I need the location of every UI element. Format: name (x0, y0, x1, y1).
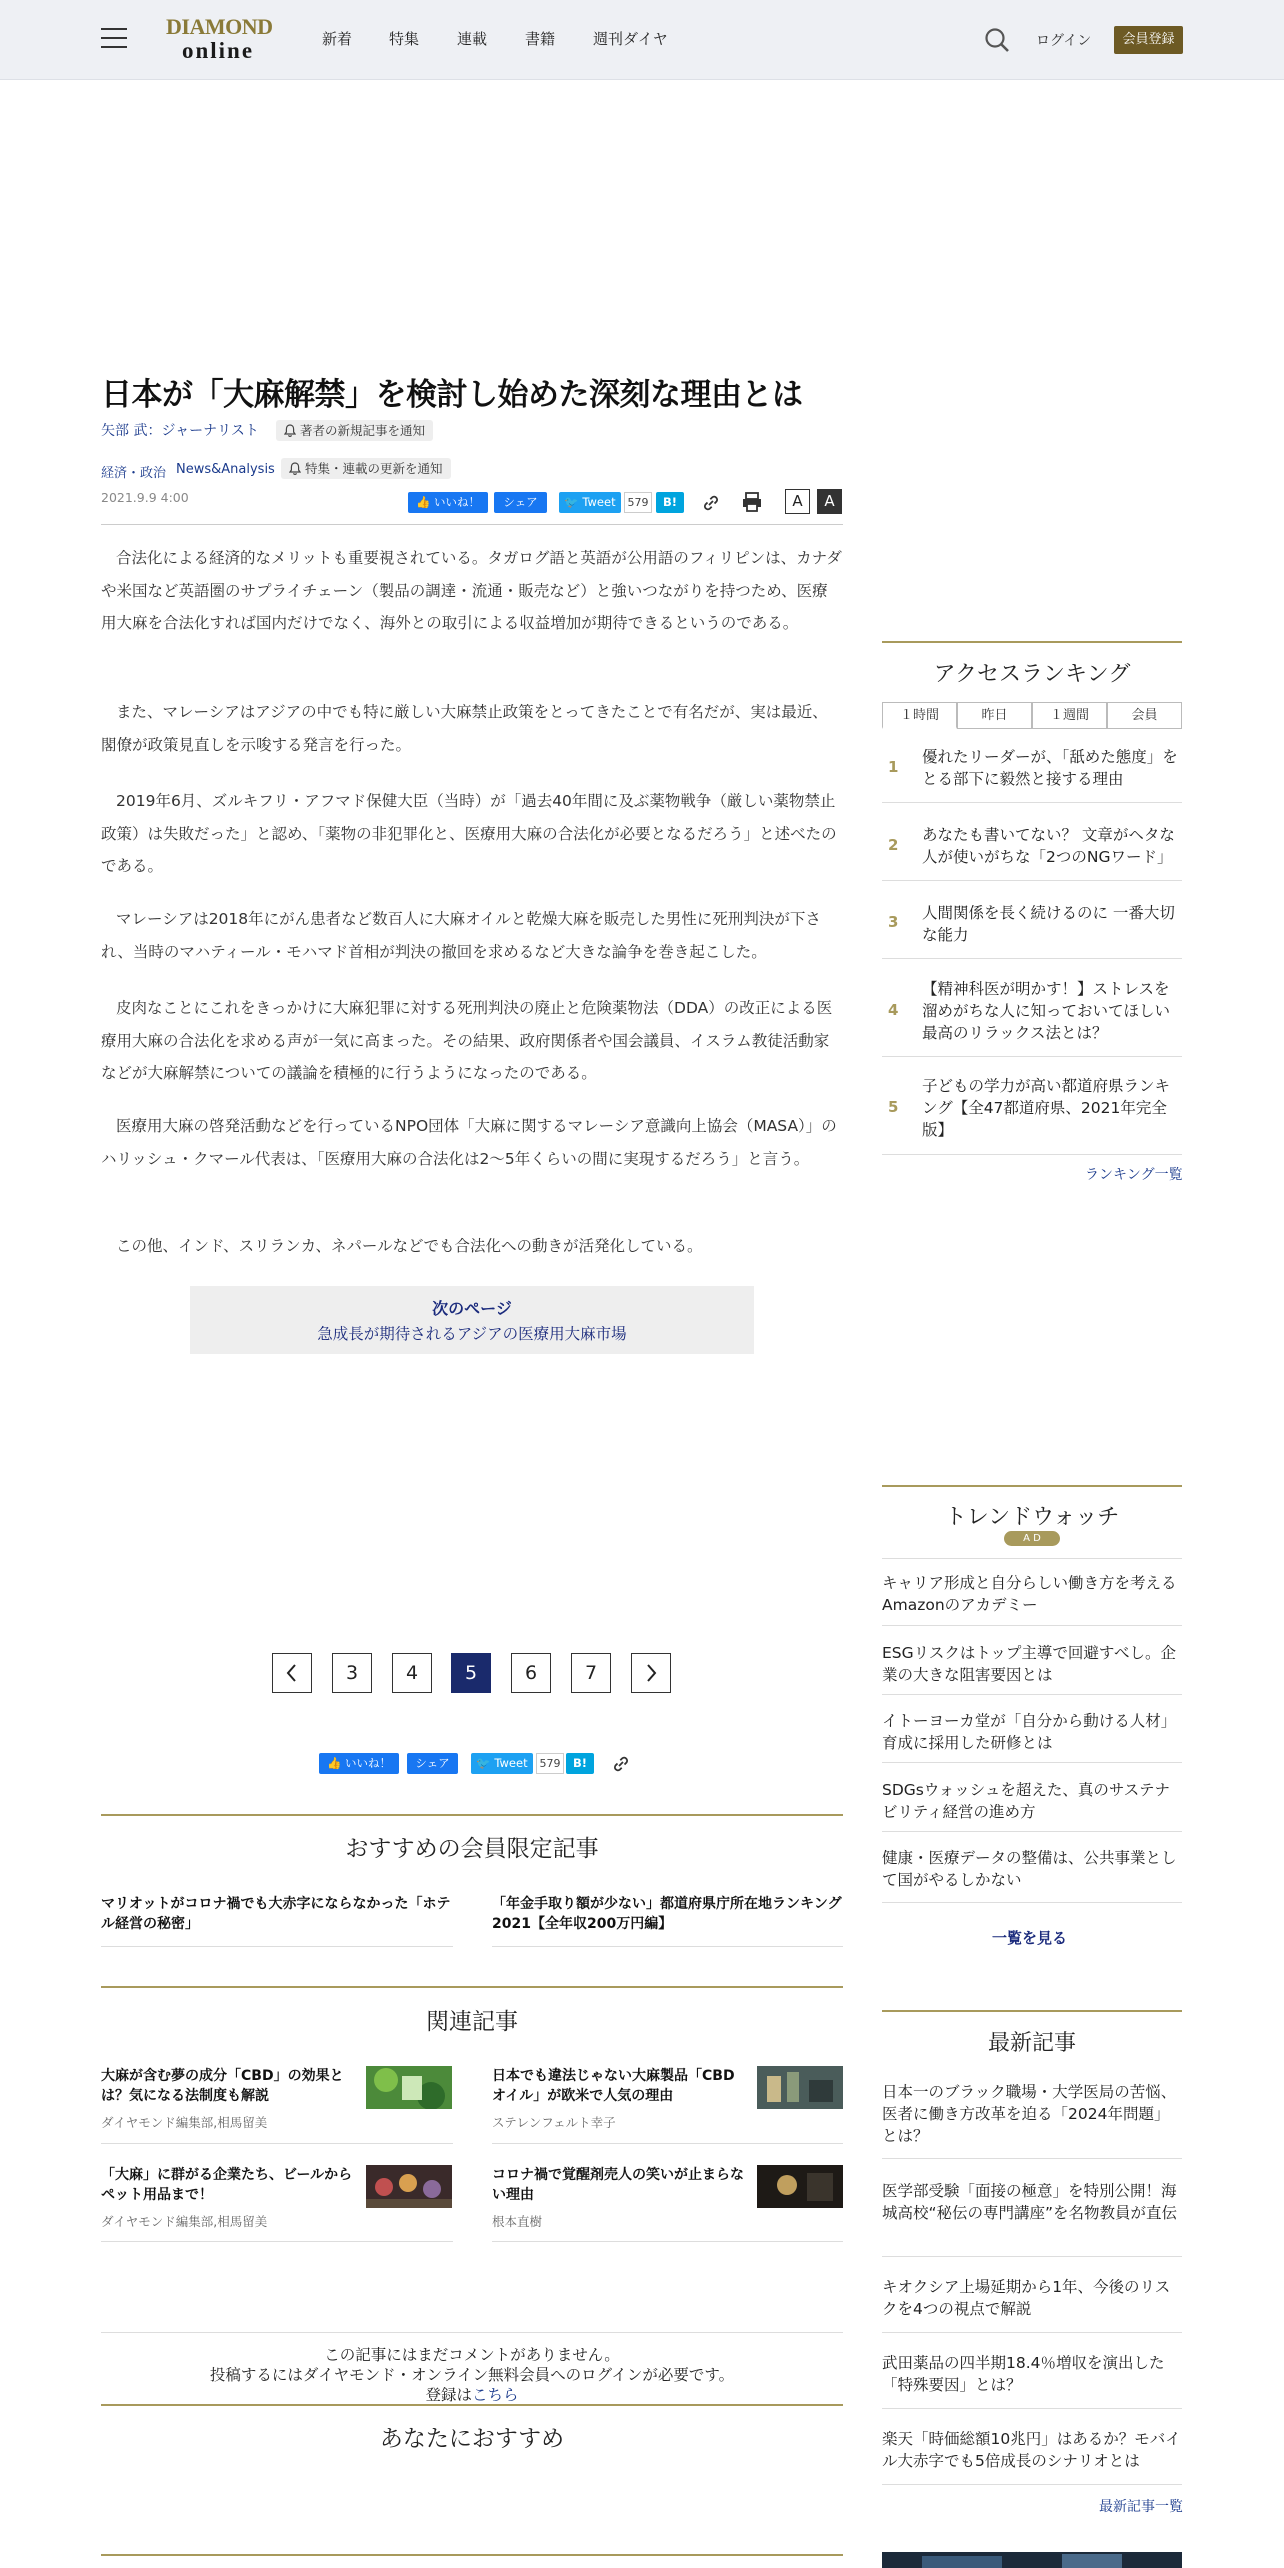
item-divider (882, 1902, 1182, 1903)
item-divider (882, 880, 1182, 881)
item-divider (492, 2143, 843, 2144)
related-article-author: ステレンフェルト幸子 (492, 2115, 616, 2130)
article-paragraph: 皮肉なことにこれをきっかけに大麻犯罪に対する死刑判決の廃止と危険薬物法（DDA）の改正による医療用大麻の合法化を求める声が一気に高まった。その結果、政府関係者や国会議員、イスラム教徒活動家などが大麻解禁についての議論を積極的に行うようになったのである。 (101, 999, 833, 1082)
pagination-page-7[interactable]: 7 (571, 1653, 611, 1693)
item-divider (882, 1056, 1182, 1057)
author-link[interactable]: 矢部 武：ジャーナリスト (101, 423, 259, 439)
related-article-title[interactable]: 大麻が含む夢の成分「CBD」の効果とは？気になる法制度も解説 (101, 2068, 344, 2104)
item-divider (882, 2484, 1182, 2485)
pagination-page-4[interactable]: 4 (392, 1653, 432, 1693)
pagination-page-5-current[interactable]: 5 (451, 1653, 491, 1693)
item-divider (882, 1762, 1182, 1763)
pagination-prev-button[interactable] (272, 1653, 312, 1693)
recommended-member-article[interactable]: マリオットがコロナ禍でも大赤字にならなかった「ホテル経営の秘密」 (101, 1896, 451, 1932)
section-divider (101, 1986, 843, 1988)
comments-divider (101, 2332, 843, 2333)
logo-line2: online (181, 38, 255, 63)
link-copy-icon[interactable] (700, 492, 722, 514)
item-divider (882, 958, 1182, 959)
tweet-button[interactable]: 🐦 Tweet (471, 1753, 533, 1774)
item-divider (882, 2158, 1182, 2159)
comments-notice (101, 2345, 843, 2405)
ranking-number: 2 (888, 836, 899, 854)
facebook-share-button[interactable]: シェア (407, 1753, 458, 1774)
next-page-box[interactable] (190, 1286, 754, 1354)
font-small-button[interactable]: A (785, 489, 810, 514)
sidebar-divider (882, 2010, 1182, 2012)
series-notify-button[interactable] (281, 458, 451, 479)
item-divider (882, 1558, 1182, 1559)
related-title: 関連記事 (426, 2009, 518, 2035)
article-paragraph: マレーシアは2018年にがん患者など数百人に大麻オイルと乾燥大麻を販売した男性に死刑判決が下され、当時のマハティール・モハマド首相が判決の撤回を求めるなど大きな論争を巻き起こした。 (101, 910, 821, 961)
latest-item[interactable]: 医学部受験「面接の極意」を特別公開！海城高校“秘伝の専門講座”を名物教員が直伝 (882, 2182, 1178, 2222)
tag-news-analysis[interactable]: News&Analysis (176, 462, 275, 477)
ad-badge: A D (1004, 1531, 1060, 1546)
article-paragraph: この他、インド、スリランカ、ネパールなどでも合法化への動きが活発化している。 (116, 1237, 703, 1255)
latest-item[interactable]: 楽天「時価総額10兆円」はあるか？モバイル大赤字でも5倍成長のシナリオとは (882, 2430, 1181, 2470)
comments-register-line (101, 2385, 843, 2405)
link-copy-icon[interactable] (610, 1753, 632, 1775)
menu-icon[interactable] (101, 28, 127, 48)
latest-item[interactable]: 武田薬品の四半期18.4％増収を演出した「特殊要因」とは？ (882, 2354, 1165, 2394)
article-paragraph: 2019年6月、ズルキフリ・アフマド保健大臣（当時）が「過去40年間に及ぶ薬物戦争（厳しい薬物禁止政策）は失敗だった」と認め、「薬物の非犯罪化と、医療用大麻の合法化が必要となるだろう」と述べたのである。 (101, 792, 837, 875)
login-link[interactable]: ログイン (1036, 33, 1092, 49)
recommended-member-article[interactable]: 「年金手取り額が少ない」都道府県庁所在地ランキング2021【全年収200万円編】 (492, 1896, 842, 1932)
ranking-number: 4 (888, 1001, 899, 1019)
hatena-bookmark-button[interactable]: B! (656, 492, 684, 513)
item-divider (101, 1946, 453, 1947)
related-thumbnail-cbd[interactable] (366, 2066, 452, 2109)
print-icon[interactable] (740, 490, 764, 514)
trend-item[interactable]: イトーヨーカ堂が「自分から動ける人材」育成に採用した研修とは (882, 1712, 1177, 1752)
item-divider (492, 1946, 843, 1947)
title-divider (101, 524, 843, 525)
comments-register-text: 登録は (425, 2386, 472, 2404)
tweet-count: 579 (536, 1753, 564, 1774)
article-title: 日本が「大麻解禁」を検討し始めた深刻な理由とは (101, 377, 803, 413)
author-notify-label: 著者の新規記事を通知 (300, 423, 426, 438)
bell-icon (284, 424, 296, 437)
ranking-item[interactable]: 【精神科医が明かす！】ストレスを溜めがちな人に知っておいてほしい最高のリラックス法とは？ (922, 980, 1171, 1042)
site-header (0, 0, 1284, 80)
ranking-number: 1 (888, 758, 899, 776)
ranking-tab-1hour[interactable]: １時間 (882, 702, 957, 729)
related-article-title[interactable]: コロナ禍で覚醒剤売人の笑いが止まらない理由 (492, 2167, 744, 2203)
nav-features[interactable]: 特集 (389, 30, 420, 48)
logo-line1: DIAMOND (166, 14, 273, 39)
nav-books[interactable]: 書籍 (525, 30, 556, 48)
ranking-title: アクセスランキング (933, 662, 1131, 687)
hatena-bookmark-button[interactable]: B! (566, 1753, 594, 1774)
related-article-title[interactable]: 「大麻」に群がる企業たち、ビールからペット用品まで！ (101, 2167, 353, 2203)
item-divider (101, 2241, 453, 2242)
latest-more-link[interactable]: 最新記事一覧 (1099, 2499, 1183, 2515)
sidebar-banner-image[interactable] (882, 2552, 1182, 2568)
trend-item[interactable]: ESGリスクはトップ主導で回避すべし。企業の大きな阻害要因とは (882, 1644, 1177, 1684)
related-article-author: ダイヤモンド編集部,相馬留美 (101, 2214, 268, 2229)
ranking-tab-members[interactable]: 会員 (1107, 702, 1182, 729)
like-label: いいね！ (433, 495, 480, 509)
article-paragraph: また、マレーシアはアジアの中でも特に厳しい大麻禁止政策をとってきたことで有名だが、実は最近、閣僚が政策見直しを示唆する発言を行った。 (101, 703, 828, 754)
trend-more-link[interactable]: 一覧を見る (992, 1929, 1068, 1947)
nav-weekly-diamond[interactable]: 週刊ダイヤ (593, 30, 668, 48)
latest-item[interactable]: キオクシア上場延期から1年、今後のリスクを4つの視点で解説 (882, 2278, 1171, 2318)
trend-item[interactable]: 健康・医療データの整備は、公共事業として国がやるしかない (882, 1849, 1177, 1889)
search-icon[interactable] (984, 27, 1010, 53)
item-divider (882, 1154, 1182, 1155)
tweet-count: 579 (624, 492, 652, 513)
section-divider (101, 1814, 843, 1816)
next-page-title: 急成長が期待されるアジアの医療用大麻市場 (317, 1325, 627, 1343)
item-divider (492, 2241, 843, 2242)
author-notify-button[interactable] (276, 420, 433, 441)
article-paragraph: 合法化による経済的なメリットも重要視されている。タガログ語と英語が公用語のフィリピンは、カナダや米国など英語圏のサプライチェーン（製品の調達・流通・販売など）と強いつながりを持つため、医療用大麻を合法化すれば国内だけでなく、海外との取引による収益増加が期待できるというのである。 (101, 549, 842, 632)
item-divider (882, 1625, 1182, 1626)
section-divider (101, 2554, 843, 2556)
site-logo[interactable] (166, 14, 273, 64)
trend-watch-title: トレンドウォッチ (944, 1505, 1120, 1530)
ranking-number: 5 (888, 1098, 899, 1116)
ranking-tab-1week[interactable]: １週間 (1032, 702, 1107, 729)
chevron-left-icon (285, 1663, 299, 1683)
facebook-share-button[interactable]: シェア (494, 492, 547, 513)
trend-item[interactable]: キャリア形成と自分らしい働き方を考えるAmazonのアカデミー (882, 1574, 1177, 1614)
tweet-label: Tweet (582, 495, 616, 509)
pagination-page-3[interactable]: 3 (332, 1653, 372, 1693)
next-page-label: 次のページ (432, 1299, 512, 1318)
ranking-more-link[interactable]: ランキング一覧 (1085, 1167, 1183, 1183)
item-divider (882, 802, 1182, 803)
article-paragraph: 医療用大麻の啓発活動などを行っているNPO団体「大麻に関するマレーシア意識向上協会（MASA）」のハリッシュ・クマール代表は、「医療用大麻の合法化は2～5年くらいの間に実現するだろう」と言う。 (101, 1117, 837, 1168)
facebook-like-button[interactable]: 👍 いいね！ (408, 492, 488, 513)
related-thumbnail-dealer[interactable] (757, 2165, 843, 2208)
ranking-item[interactable]: あなたも書いてない？ 文章がヘタな人が使いがちな「2つのNGワード」 (922, 826, 1175, 866)
comments-register-link[interactable]: こちら (472, 2386, 519, 2404)
ranking-number: 3 (888, 913, 899, 931)
bell-icon (289, 462, 301, 475)
ranking-item[interactable]: 人間関係を長く続けるのに 一番大切な能力 (922, 904, 1175, 944)
item-divider (882, 2408, 1182, 2409)
related-thumbnail-companies[interactable] (366, 2165, 452, 2208)
item-divider (882, 2256, 1182, 2257)
font-large-button[interactable]: A (817, 489, 842, 514)
trend-item[interactable]: SDGsウォッシュを超えた、真のサステナビリティ経営の進め方 (882, 1781, 1171, 1821)
ranking-tab-yesterday[interactable]: 昨日 (957, 702, 1032, 729)
ranking-item[interactable]: 優れたリーダーが、「舐めた態度」をとる部下に毅然と接する理由 (922, 748, 1178, 788)
for-you-title: あなたにおすすめ (379, 2426, 565, 2452)
related-article-author: ダイヤモンド編集部,相馬留美 (101, 2115, 268, 2130)
item-divider (882, 1694, 1182, 1695)
tweet-button[interactable]: 🐦 Tweet (559, 492, 621, 513)
pagination-next-button[interactable] (631, 1653, 671, 1693)
item-divider (882, 2332, 1182, 2333)
nav-new[interactable]: 新着 (322, 30, 353, 48)
nav-series[interactable]: 連載 (457, 30, 488, 48)
like-label: いいね！ (344, 1756, 391, 1770)
sidebar-divider (882, 641, 1182, 643)
comments-empty-text: この記事にはまだコメントがありません。 (324, 2346, 620, 2364)
ranking-item[interactable]: 子どもの学力が高い都道府県ランキング【全47都道府県、2021年完全版】 (922, 1077, 1171, 1139)
register-button[interactable]: 会員登録 (1114, 26, 1183, 54)
item-divider (101, 2143, 453, 2144)
sidebar-divider (882, 1485, 1182, 1487)
section-divider (101, 2404, 843, 2406)
chevron-right-icon (644, 1663, 658, 1683)
pagination-page-6[interactable]: 6 (511, 1653, 551, 1693)
series-notify-label: 特集・連載の更新を通知 (305, 461, 443, 476)
tweet-label: Tweet (494, 1756, 528, 1770)
related-article-author: 根本直樹 (492, 2214, 543, 2229)
related-article-title[interactable]: 日本でも違法じゃない大麻製品「CBDオイル」が欧米で人気の理由 (492, 2068, 735, 2104)
tag-economy-politics[interactable]: 経済・政治 (101, 466, 167, 481)
latest-item[interactable]: 日本一のブラック職場・大学医局の苦悩、医者に働き方改革を迫る「2024年問題」とは？ (882, 2083, 1177, 2145)
publish-date: 2021.9.9 4:00 (101, 490, 189, 505)
latest-title: 最新記事 (987, 2031, 1076, 2056)
related-thumbnail-cbd-oil[interactable] (757, 2066, 843, 2109)
item-divider (882, 1831, 1182, 1832)
comments-login-required: 投稿するにはダイヤモンド・オンライン無料会員へのログインが必要です。 (209, 2366, 735, 2384)
facebook-like-button[interactable]: 👍 いいね！ (319, 1753, 399, 1774)
recommended-members-title: おすすめの会員限定記事 (345, 1836, 599, 1862)
